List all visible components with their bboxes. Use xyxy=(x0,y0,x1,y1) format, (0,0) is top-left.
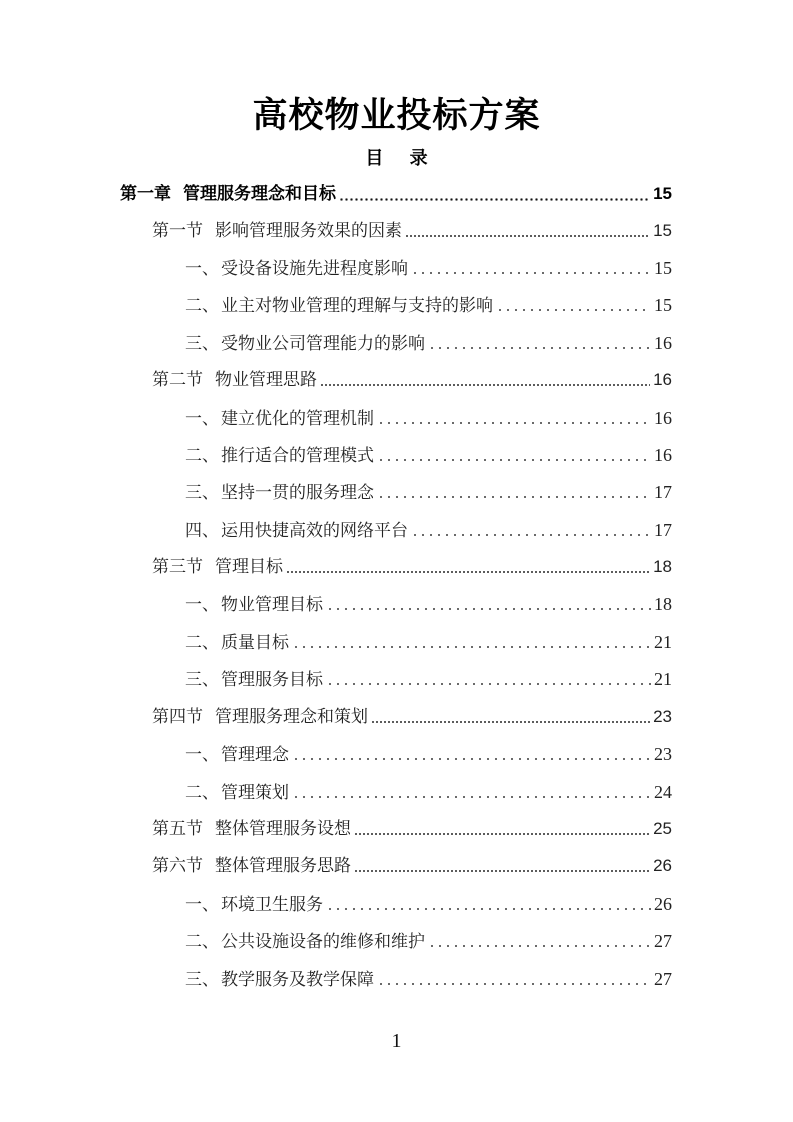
toc-entry-title: 物业管理思路 xyxy=(215,370,317,390)
toc-entry-page: 15 xyxy=(653,184,672,203)
toc-entry-page: 27 xyxy=(654,969,672,989)
dot-leader xyxy=(326,908,651,910)
toc-entry-title: 运用快捷高效的网络平台 xyxy=(221,521,408,541)
toc-entry-number: 二、 xyxy=(185,932,219,952)
toc-entry-title: 推行适合的管理模式 xyxy=(221,446,374,466)
toc-entry-title: 教学服务及教学保障 xyxy=(221,970,374,990)
toc-entry-title: 影响管理服务效果的因素 xyxy=(215,221,402,241)
toc-entry-page: 18 xyxy=(653,557,672,576)
toc-entry-title: 物业管理目标 xyxy=(221,595,323,615)
toc-entry-title: 整体管理服务设想 xyxy=(215,819,351,839)
toc-entry-number: 一、 xyxy=(185,259,219,279)
toc-entry-page: 16 xyxy=(654,408,672,428)
dot-leader xyxy=(377,459,651,461)
toc-entry-number: 二、 xyxy=(185,783,219,803)
toc-entry-number: 四、 xyxy=(185,521,219,541)
toc-section-entry[interactable] xyxy=(152,366,672,394)
dot-leader xyxy=(428,945,651,947)
toc-entry-number: 二、 xyxy=(185,633,219,653)
toc-entry-title: 管理服务理念和策划 xyxy=(215,707,368,727)
page-number: 1 xyxy=(391,1030,402,1052)
toc-entry-title: 受物业公司管理能力的影响 xyxy=(221,334,425,354)
toc-subsection-entry[interactable] xyxy=(185,665,672,693)
dot-leader xyxy=(411,272,651,274)
toc-heading: 目 录 xyxy=(365,148,438,169)
toc-subsection-entry[interactable] xyxy=(185,254,672,282)
toc-subsection-entry[interactable] xyxy=(185,329,672,357)
toc-entry-page: 15 xyxy=(654,258,672,278)
toc-entry-title: 质量目标 xyxy=(221,633,289,653)
dot-leader xyxy=(292,758,651,760)
toc-entry-page: 18 xyxy=(654,594,672,614)
toc-entry-number: 三、 xyxy=(185,970,219,990)
toc-subsection-entry[interactable] xyxy=(185,778,672,806)
toc-entry-page: 27 xyxy=(654,931,672,951)
toc-entry-page: 15 xyxy=(653,221,672,240)
toc-entry-page: 17 xyxy=(654,482,672,502)
toc-section-entry[interactable] xyxy=(152,815,672,843)
dot-leader xyxy=(371,721,650,723)
toc-subsection-entry[interactable] xyxy=(185,590,672,618)
toc-subsection-entry[interactable] xyxy=(185,478,672,506)
toc-entry-number: 第一节 xyxy=(152,221,203,241)
toc-entry-title: 管理服务理念和目标 xyxy=(183,184,336,204)
toc-entry-page: 23 xyxy=(654,744,672,764)
toc-chapter-entry[interactable] xyxy=(120,180,672,208)
dot-leader xyxy=(428,347,651,349)
toc-entry-page: 16 xyxy=(654,333,672,353)
toc-entry-number: 第五节 xyxy=(152,819,203,839)
toc-entry-title: 公共设施设备的维修和维护 xyxy=(221,932,425,952)
toc-subsection-entry[interactable] xyxy=(185,628,672,656)
dot-leader xyxy=(405,235,650,237)
toc-entry-number: 二、 xyxy=(185,296,219,316)
toc-subsection-entry[interactable] xyxy=(185,740,672,768)
toc-entry-page: 17 xyxy=(654,520,672,540)
toc-entry-title: 业主对物业管理的理解与支持的影响 xyxy=(221,296,493,316)
dot-leader xyxy=(377,496,651,498)
toc-section-entry[interactable] xyxy=(152,553,672,581)
toc-entry-number: 一、 xyxy=(185,895,219,915)
toc-subsection-entry[interactable] xyxy=(185,404,672,432)
toc-entry-number: 第三节 xyxy=(152,557,203,577)
toc-subsection-entry[interactable] xyxy=(185,291,672,319)
toc-entry-page: 21 xyxy=(654,669,672,689)
dot-leader xyxy=(292,646,651,648)
toc-entry-number: 第四节 xyxy=(152,707,203,727)
dot-leader xyxy=(320,384,650,386)
toc-entry-number: 三、 xyxy=(185,670,219,690)
toc-entry-title: 整体管理服务思路 xyxy=(215,856,351,876)
toc-entry-number: 一、 xyxy=(185,595,219,615)
toc-entry-page: 21 xyxy=(654,632,672,652)
dot-leader xyxy=(354,870,650,872)
toc-entry-title: 环境卫生服务 xyxy=(221,895,323,915)
toc-section-entry[interactable] xyxy=(152,703,672,731)
toc-subsection-entry[interactable] xyxy=(185,965,672,993)
toc-entry-title: 坚持一贯的服务理念 xyxy=(221,483,374,503)
dot-leader xyxy=(496,309,651,311)
toc-entry-number: 二、 xyxy=(185,446,219,466)
toc-entry-number: 第二节 xyxy=(152,370,203,390)
dot-leader xyxy=(286,571,650,573)
toc-entry-number: 三、 xyxy=(185,334,219,354)
toc-entry-page: 25 xyxy=(653,819,672,838)
dot-leader xyxy=(326,608,651,610)
toc-entry-number: 一、 xyxy=(185,409,219,429)
dot-leader xyxy=(354,833,650,835)
toc-entry-page: 23 xyxy=(653,707,672,726)
dot-leader xyxy=(411,534,651,536)
toc-entry-title: 管理服务目标 xyxy=(221,670,323,690)
toc-entry-title: 管理策划 xyxy=(221,783,289,803)
toc-subsection-entry[interactable] xyxy=(185,516,672,544)
toc-entry-title: 建立优化的管理机制 xyxy=(221,409,374,429)
toc-entry-page: 16 xyxy=(653,370,672,389)
dot-leader xyxy=(377,422,651,424)
toc-entry-number: 三、 xyxy=(185,483,219,503)
toc-entry-page: 16 xyxy=(654,445,672,465)
toc-subsection-entry[interactable] xyxy=(185,890,672,918)
dot-leader xyxy=(326,683,651,685)
toc-entry-page: 24 xyxy=(654,782,672,802)
toc-subsection-entry[interactable] xyxy=(185,927,672,955)
toc-subsection-entry[interactable] xyxy=(185,441,672,469)
toc-section-entry[interactable] xyxy=(152,217,672,245)
toc-entry-page: 26 xyxy=(654,894,672,914)
dot-leader xyxy=(339,198,650,201)
dot-leader xyxy=(377,983,651,985)
dot-leader xyxy=(292,796,651,798)
toc-entry-title: 管理目标 xyxy=(215,557,283,577)
toc-entry-title: 受设备设施先进程度影响 xyxy=(221,259,408,279)
toc-entry-page: 26 xyxy=(653,856,672,875)
toc-entry-number: 第六节 xyxy=(152,856,203,876)
toc-entry-number: 一、 xyxy=(185,745,219,765)
document-title: 高校物业投标方案 xyxy=(252,95,541,136)
toc-section-entry[interactable] xyxy=(152,852,672,880)
toc-entry-number: 第一章 xyxy=(120,184,171,204)
toc-entry-title: 管理理念 xyxy=(221,745,289,765)
toc-entry-page: 15 xyxy=(654,295,672,315)
